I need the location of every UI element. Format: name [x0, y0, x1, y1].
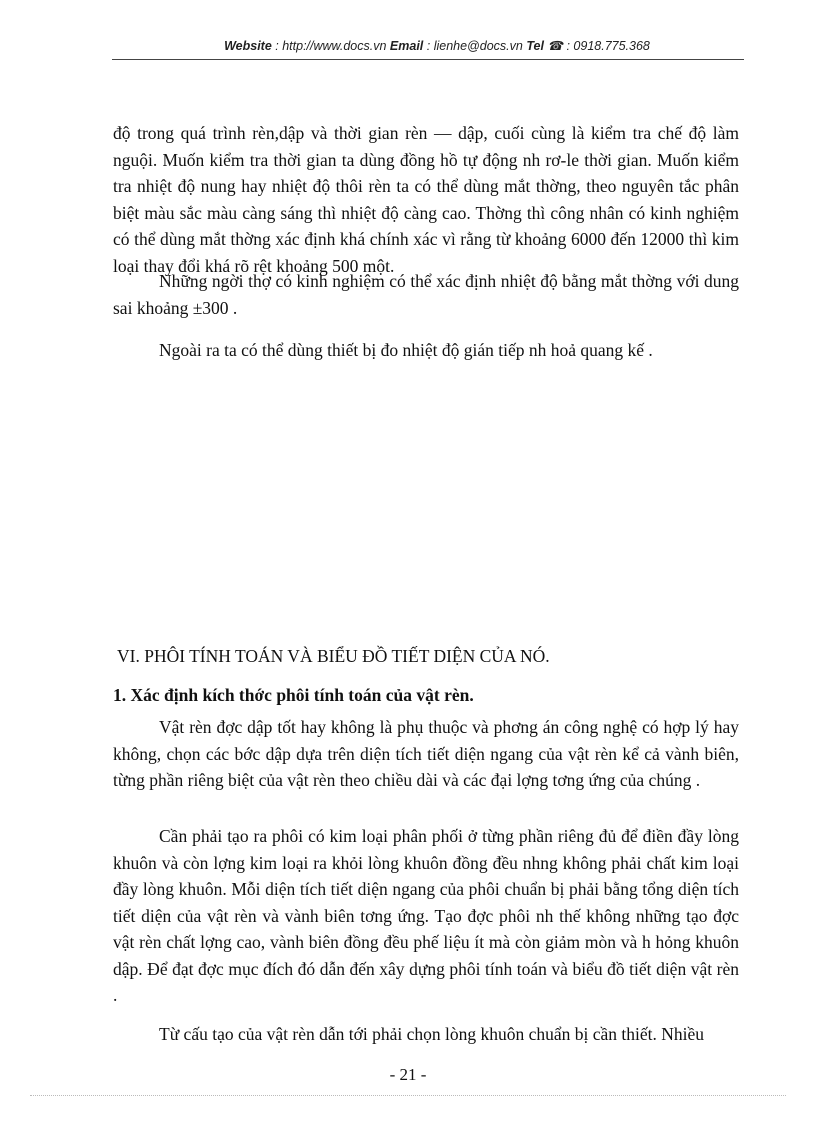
bottom-divider	[30, 1095, 786, 1096]
email-label: Email	[389, 39, 424, 53]
page-number: - 21 -	[389, 1065, 427, 1084]
paragraph-blank-preparation: Cần phải tạo ra phôi có kim loại phân phối ở từng phần riêng đủ để điền đầy lòng khuôn và còn lợng kim loại ra khỏi lòng khuôn đồng đều nhng không phải chất kim loại đầy lòng khuôn. Mỗi diện tích tiết diện ngang của phôi chuẩn bị phải bằng tổng diện tích tiết diện của vật rèn và vành biên tơng ứng. Tạo đợc phôi nh thế không những tạo đợc vật rèn chất lợng cao, vành biên đồng đều phế liệu ít mà còn giảm mòn và h hỏng khuôn dập. Để đạt đợc mục đích đó dẫn đến xây dựng phôi tính toán và biểu đồ tiết diện vật rèn .	[113, 826, 739, 1005]
page-header	[130, 38, 744, 58]
website-value: : http://www.docs.vn	[271, 39, 387, 53]
paragraph-die-selection: Từ cấu tạo của vật rèn dẫn tới phải chọn lòng khuôn chuẩn bị cần thiết. Nhiều	[159, 1024, 705, 1044]
paragraph-temperature-control: độ trong quá trình rèn,dập và thời gian rèn — dập, cuối cùng là kiểm tra chế độ làm nguội. Muốn kiểm tra thời gian ta dùng đồng hồ tự động nh rơ-le thời gian. Muốn kiểm tra nhiệt độ nung hay nhiệt độ thôi rèn ta có thể dùng mắt thờng, theo nguyên tắc phân biệt màu sắc màu càng sáng thì nhiệt độ càng cao. Thờng thì công nhân có kinh nghiệm có thể dùng mắt thờng xác định khá chính xác vì rằng từ khoảng 6000 đến 12000 thì kim loại thay đổi khá rõ rệt khoảng 500 một.	[113, 123, 739, 276]
tel-value: : 0918.775.368	[563, 39, 650, 53]
tel-label: Tel	[526, 39, 544, 53]
email-value: : lienhe@docs.vn	[423, 39, 523, 53]
subsection-heading: 1. Xác định kích thớc phôi tính toán của vật rèn.	[113, 685, 474, 705]
phone-icon: ☎	[547, 39, 563, 53]
section-heading: VI. PHÔI TÍNH TOÁN VÀ BIỂU ĐỒ TIẾT DIỆN CỦA NÓ.	[117, 646, 550, 666]
website-label: Website	[224, 39, 272, 53]
paragraph-experienced-workers: Những ngời thợ có kinh nghiệm có thể xác định nhiệt độ bằng mắt thờng với dung sai khoảng ±300 .	[113, 271, 739, 318]
paragraph-pyrometer: Ngoài ra ta có thể dùng thiết bị đo nhiệt độ gián tiếp nh hoả quang kế .	[159, 340, 653, 360]
paragraph-forging-quality: Vật rèn đợc dập tốt hay không là phụ thuộc và phơng án công nghệ có hợp lý hay không, chọn các bớc dập dựa trên diện tích tiết diện ngang của vật rèn kể cả vành biên, từng phần riêng biệt của vật rèn theo chiều dài và các đại lợng tơng ứng của chúng .	[113, 717, 739, 790]
header-divider	[112, 59, 744, 60]
